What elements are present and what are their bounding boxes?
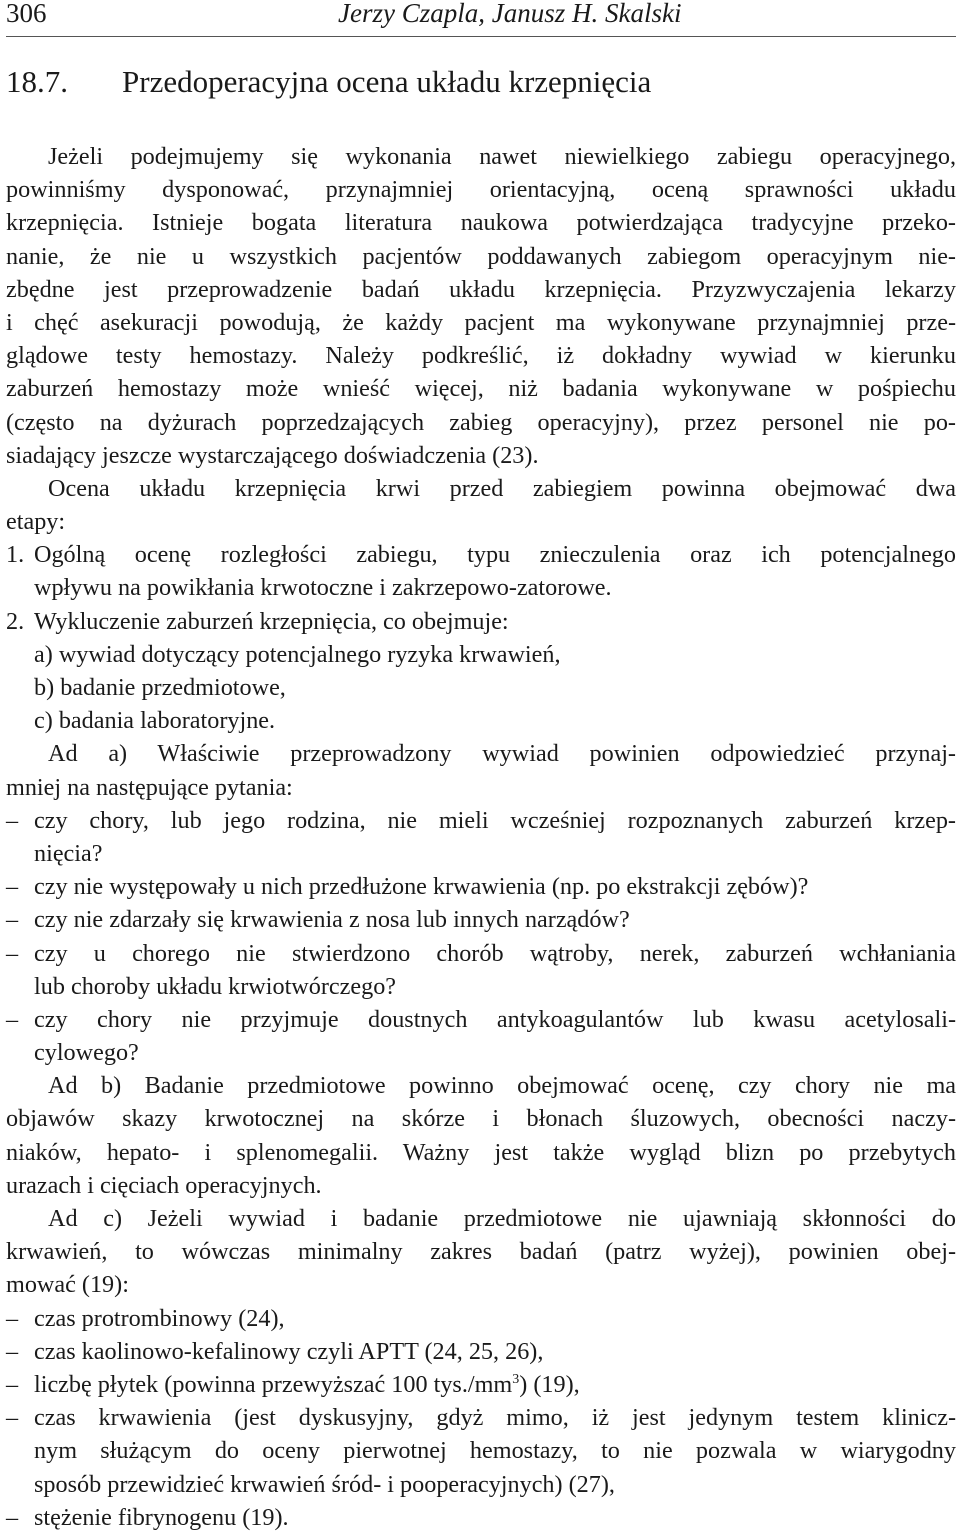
paragraph-ad-c [6,1202,956,1302]
numbered-list [6,538,956,737]
text-line: powinniśmy dysponować, przynajmniej orientacyjną, oceną sprawności układu [6,176,956,204]
list-item-continuation: lub choroby układu krwiotwórczego? [34,972,397,1000]
list-item-continuation: nym służącym do oceny pierwotnej hemostazy, to nie pozwala w wiarygodny [34,1437,956,1465]
sub-list-item: a) wywiad dotyczący potencjalnego ryzyka krwawień, [34,640,561,668]
text-line: zaburzeń hemostazy może wnieść więcej, niż badania wykonywane w pośpiechu [6,375,956,403]
list-item-continuation: cylowego? [34,1039,139,1067]
text-line: siadający jeszcze wystarczającego doświadczenia (23). [6,441,539,469]
list-item [6,538,956,571]
text-line: krwawień, to wówczas minimalny zakres badań (patrz wyżej), powinien obej- [6,1238,956,1266]
list-item [6,605,956,638]
list-item: – czy nie zdarzały się krwawienia z nosa lub innych narządów? [6,903,956,936]
paragraph-ad-a [6,737,956,803]
text-line: Ad b) Badanie przedmiotowe powinno obejmować ocenę, czy chory nie ma [48,1072,956,1100]
sub-list-item: b) badanie przedmiotowe, [34,674,286,701]
list-item: – czas krwawienia (jest dyskusyjny, gdyż mimo, iż jest jedynym testem klinicz- [6,1401,956,1434]
list-item-continuation: wpływu na powikłania krwotoczne i zakrzepowo-zatorowe. [34,574,612,602]
text-line: i chęć asekuracji powodują, że każdy pacjent ma wykonywane przynajmniej prze- [6,308,956,336]
list-item: – czas kaolinowo-kefalinowy czyli APTT (24, 25, 26), [6,1335,956,1368]
list-item: – czy chory nie przyjmuje doustnych antykoagulantów lub kwasu acetylosali- [6,1003,956,1036]
text-line: niaków, hepato- i splenomegalii. Ważny jest także wygląd blizn po przebytych [6,1138,956,1166]
list-number: 2. [6,607,25,635]
list-item-continuation: sposób przewidzieć krwawień śród- i pooperacyjnych) (27), [34,1470,615,1498]
list-item-continuation: nięcia? [34,839,103,867]
lab-test-list [6,1302,956,1534]
text-line: krzepnięcia. Istnieje bogata literatura naukowa potwierdzająca tradycyjne przeko- [6,209,956,237]
section-heading [6,64,651,100]
list-item: – czy nie występowały u nich przedłużone krwawienia (np. po ekstrakcji zębów)? [6,870,956,903]
text-line: objawów skazy krwotocznej na skórze i błonach śluzowych, obecności naczy- [6,1105,956,1133]
list-item: – stężenie fibrynogenu (19). [6,1501,956,1534]
header-rule [6,36,956,37]
text-line: urazach i cięciach operacyjnych. [6,1171,322,1199]
text-line: Ad c) Jeżeli wywiad i badanie przedmiotowe nie ujawniają skłonności do [48,1205,956,1232]
text-line: mować (19): [6,1271,129,1299]
list-item [6,1368,956,1401]
list-item: – czas protrombinowy (24), [6,1302,956,1335]
list-item: – czy u chorego nie stwierdzono chorób wątroby, nerek, zaburzeń wchłaniania [6,937,956,970]
text-line: (często na dyżurach poprzedzających zabieg operacyjny), przez personel nie po- [6,408,956,436]
text-line: Jeżeli podejmujemy się wykonania nawet niewielkiego zabiegu operacyjnego, [48,143,956,170]
superscript: 3 [512,1371,520,1387]
section-number: 18.7. [6,64,68,99]
list-item-text: Ogólną ocenę rozległości zabiegu, typu znieczulenia oraz ich potencjalnego [34,541,956,569]
text-line: Ocena układu krzepnięcia krwi przed zabiegiem powinna obejmować dwa [48,474,956,502]
paragraph-stages [6,472,956,538]
page-number: 306 [6,0,47,28]
text-line: glądowe testy hemostazy. Należy podkreślić, iż dokładny wywiad w kierunku [6,342,956,370]
list-item-text: liczbę płytek (powinna przewyższać 100 tys./mm [34,1370,513,1398]
body-text [6,140,956,1534]
text-line: nanie, że nie u wszystkich pacjentów poddawanych zabiegom operacyjnym nie- [6,242,956,270]
section-title: Przedoperacyjna ocena układu krzepnięcia [122,64,652,99]
list-item-text: Wykluczenie zaburzeń krzepnięcia, co obejmuje: [34,607,509,635]
list-item-text-end: ) (19), [519,1370,580,1398]
text-line: mniej na następujące pytania: [6,773,293,801]
question-list [6,804,956,1070]
sub-list-item: c) badania laboratoryjne. [34,707,276,735]
list-number: 1. [6,541,25,569]
paragraph-intro [6,140,956,472]
running-header-authors: Jerzy Czapla, Janusz H. Skalski [338,0,682,28]
text-line: zbędne jest przeprowadzenie badań układu krzepnięcia. Przyzwyczajenia lekarzy [6,275,956,303]
text-line: etapy: [6,508,66,536]
paragraph-ad-b [6,1069,956,1202]
list-item: – czy chory, lub jego rodzina, nie mieli wcześniej rozpoznanych zaburzeń krzep- [6,804,956,837]
text-line: Ad a) Właściwie przeprowadzony wywiad powinien odpowiedzieć przynaj- [48,740,956,768]
